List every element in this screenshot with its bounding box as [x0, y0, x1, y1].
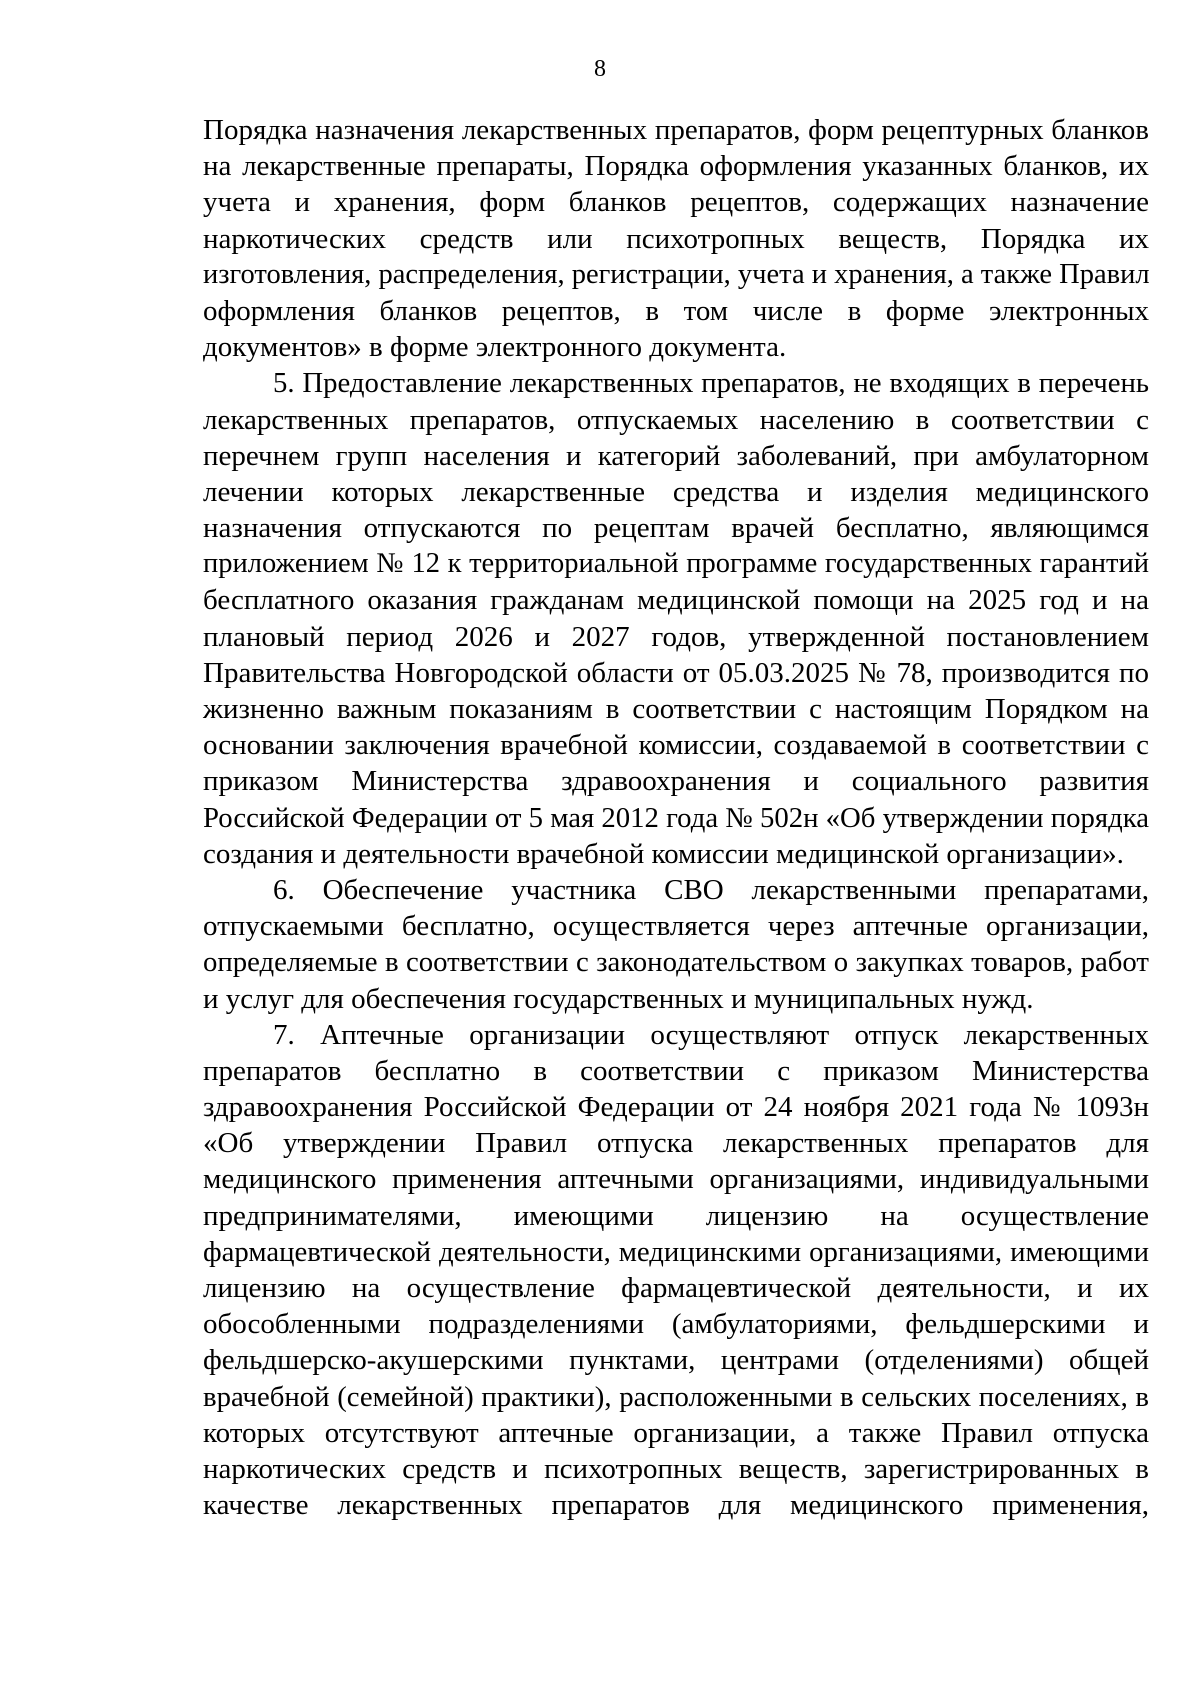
text-line: Российской Федерации от 5 мая 2012 года № 502н «Об утверждении порядка — [203, 801, 1149, 834]
text-line: Правительства Новгородской области от 05.03.2025 № 78, производится по — [203, 656, 1149, 689]
text-line: медицинского применения аптечными организациями, индивидуальными — [203, 1163, 1149, 1196]
text-line: учета и хранения, форм бланков рецептов, содержащих назначение — [203, 186, 1149, 219]
text-line: создания и деятельности врачебной комиссии медицинской организации». — [203, 837, 1124, 870]
text-line: предпринимателями, имеющими лицензию на осуществление — [203, 1199, 1149, 1232]
text-line: плановый период 2026 и 2027 годов, утвержденной постановлением — [203, 620, 1149, 653]
text-line: обособленными подразделениями (амбулаториями, фельдшерскими и — [203, 1308, 1149, 1341]
text-line: оформления бланков рецептов, в том числе в форме электронных — [203, 294, 1149, 327]
text-line: качестве лекарственных препаратов для медицинского применения, — [203, 1489, 1149, 1522]
text-line: Порядка назначения лекарственных препаратов, форм рецептурных бланков — [203, 114, 1149, 146]
page-number: 8 — [594, 56, 606, 82]
text-line: лечении которых лекарственные средства и изделия медицинского — [203, 475, 1149, 508]
text-line: отпускаемыми бесплатно, осуществляется через аптечные организации, — [203, 910, 1149, 943]
text-line: лицензию на осуществление фармацевтической деятельности, и их — [203, 1272, 1149, 1304]
text-line: «Об утверждении Правил отпуска лекарственных препаратов для — [203, 1127, 1149, 1160]
text-line: которых отсутствуют аптечные организации, а также Правил отпуска — [203, 1416, 1149, 1449]
text-line: препаратов бесплатно в соответствии с приказом Министерства — [203, 1054, 1149, 1087]
text-line: основании заключения врачебной комиссии, создаваемой в соответствии с — [203, 729, 1149, 762]
text-line: здравоохранения Российской Федерации от 24 ноября 2021 года № 1093н — [203, 1091, 1149, 1124]
document-body — [203, 112, 1149, 1523]
text-line: определяемые в соответствии с законодательством о закупках товаров, работ — [203, 946, 1149, 979]
text-line: 7. Аптечные организации осуществляют отпуск лекарственных — [273, 1018, 1149, 1051]
text-line: фельдшерско-акушерскими пунктами, центрами (отделениями) общей — [203, 1344, 1149, 1377]
text-line: жизненно важным показаниям в соответствии с настоящим Порядком на — [203, 693, 1149, 725]
text-line: и услуг для обеспечения государственных и муниципальных нужд. — [203, 982, 1034, 1015]
text-line: приложением № 12 к территориальной программе государственных гарантий — [203, 548, 1149, 580]
text-line: лекарственных препаратов, отпускаемых населению в соответствии с — [203, 403, 1149, 436]
text-line: назначения отпускаются по рецептам врачей бесплатно, являющимся — [203, 512, 1149, 545]
text-line: документов» в форме электронного документа. — [203, 331, 787, 364]
text-line: фармацевтической деятельности, медицинскими организациями, имеющими — [203, 1235, 1149, 1268]
text-line: изготовления, распределения, регистрации, учета и хранения, а также Правил — [203, 258, 1150, 290]
text-line: приказом Министерства здравоохранения и социального развития — [203, 765, 1149, 798]
text-line: на лекарственные препараты, Порядка оформления указанных бланков, их — [203, 150, 1149, 183]
text-line: 6. Обеспечение участника СВО лекарственными препаратами, — [273, 873, 1149, 906]
text-line: наркотических средств и психотропных веществ, зарегистрированных в — [203, 1452, 1149, 1485]
text-line: бесплатного оказания гражданам медицинской помощи на 2025 год и на — [203, 584, 1149, 617]
text-line: 5. Предоставление лекарственных препаратов, не входящих в перечень — [273, 367, 1149, 400]
text-line: врачебной (семейной) практики), расположенными в сельских поселениях, в — [203, 1380, 1149, 1413]
text-line: наркотических средств или психотропных веществ, Порядка их — [203, 222, 1149, 255]
text-line: перечнем групп населения и категорий заболеваний, при амбулаторном — [203, 439, 1149, 472]
